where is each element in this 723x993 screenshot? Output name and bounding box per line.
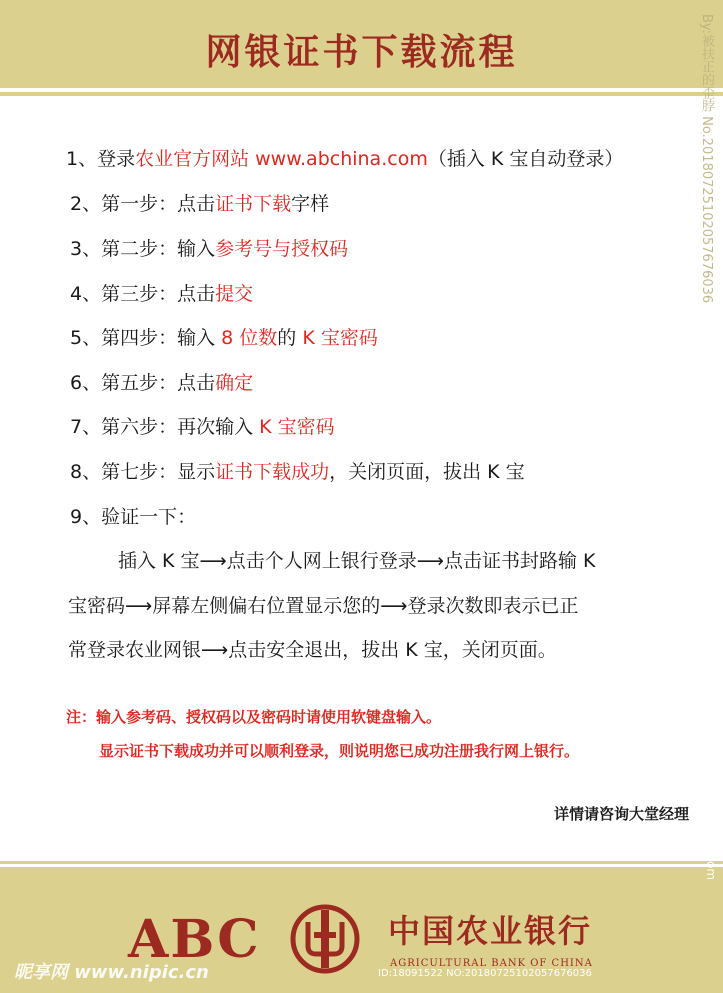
verify-line-1: 插入 K 宝⟶点击个人网上银行登录⟶点击证书封路输 K xyxy=(118,550,596,572)
bank-emblem-icon xyxy=(290,902,360,976)
step-8: 8、第七步：显示证书下载成功，关闭页面，拔出 K 宝 xyxy=(70,461,525,483)
official-site-link[interactable]: 农业官方网站 www.abchina.com xyxy=(135,148,428,170)
step-6: 6、第五步：点击确定 xyxy=(70,372,254,394)
step-9: 9、验证一下： xyxy=(70,506,197,528)
note-2: 显示证书下载成功并可以顺利登录，则说明您已成功注册我行网上银行。 xyxy=(99,742,580,760)
verify-line-2: 宝密码⟶屏幕左侧偏右位置显示您的⟶登录次数即表示已正 xyxy=(68,595,579,617)
footer-divider xyxy=(0,861,723,864)
watermark-site-vertical: www.nipic.com xyxy=(704,790,718,881)
watermark-author: By:被扶正的歪脖 No.20180725102057676036 xyxy=(699,14,714,304)
page-title: 网银证书下载流程 xyxy=(205,31,518,73)
step-4: 4、第三步：点击提交 xyxy=(70,283,254,305)
watermark-id: ID:18091522 NO:20180725102057676036 xyxy=(378,968,592,979)
header-divider xyxy=(0,92,723,96)
note-1: 注：输入参考码、授权码以及密码时请使用软键盘输入。 xyxy=(66,708,442,726)
step-5: 5、第四步：输入 8 位数的 K 宝密码 xyxy=(70,327,378,349)
verify-line-3: 常登录农业网银⟶点击安全退出，拔出 K 宝，关闭页面。 xyxy=(68,639,557,661)
bank-name-en: AGRICULTURAL BANK OF CHINA xyxy=(390,958,593,969)
step-3: 3、第二步：输入参考号与授权码 xyxy=(70,238,349,260)
abc-logo-text: ABC xyxy=(128,909,261,970)
step-2: 2、第一步：点击证书下载字样 xyxy=(70,193,330,215)
contact-note: 详情请咨询大堂经理 xyxy=(553,805,689,823)
bank-name-cn: 中国农业银行 xyxy=(388,912,593,950)
step-7: 7、第六步：再次输入 K 宝密码 xyxy=(70,416,335,438)
step-1: 1、登录农业官方网站 www.abchina.com（插入 K 宝自动登录） xyxy=(66,148,624,170)
watermark-site: 昵享网 www.nipic.cn xyxy=(14,962,209,983)
